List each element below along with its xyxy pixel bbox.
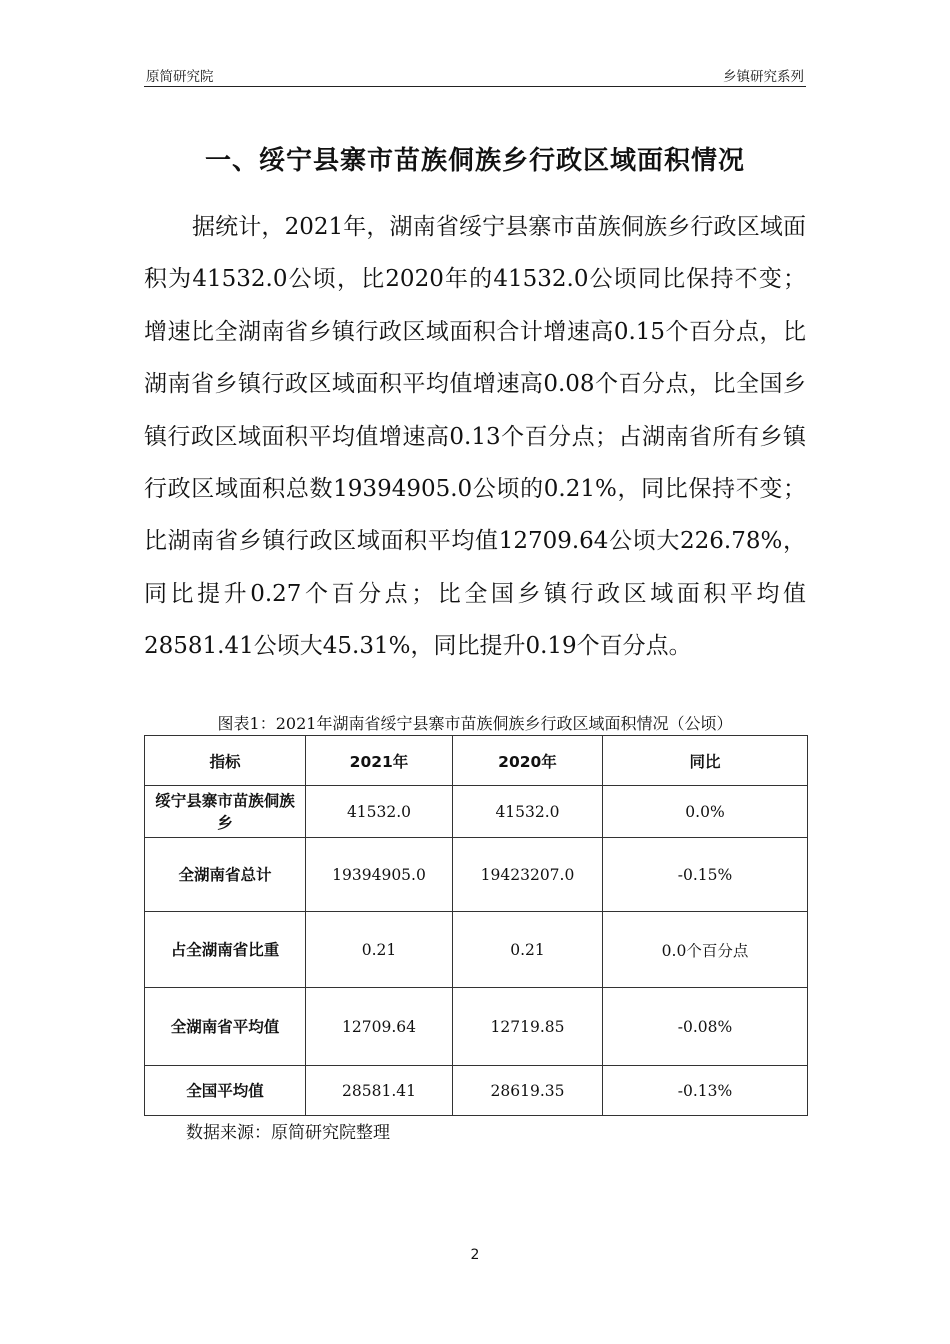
table-row (145, 786, 808, 838)
table-cell: 0.21 (453, 912, 603, 988)
header-cell: 2020年 (453, 736, 603, 786)
table-row (145, 912, 808, 988)
row-label: 全湖南省总计 (145, 838, 306, 912)
table-cell: 28619.35 (453, 1066, 603, 1116)
table-cell: 19394905.0 (306, 838, 453, 912)
data-source-note: 数据来源：原简研究院整理 (186, 1123, 390, 1143)
header-cell: 2021年 (306, 736, 453, 786)
header-cell: 同比 (603, 736, 808, 786)
header-org-name: 原简研究院 (146, 69, 214, 85)
table-cell: 12709.64 (306, 988, 453, 1066)
table-cell: -0.13% (603, 1066, 808, 1116)
table-cell: 19423207.0 (453, 838, 603, 912)
table-cell: 0.0% (603, 786, 808, 838)
table-cell: 41532.0 (453, 786, 603, 838)
page-header (144, 64, 806, 87)
table-row (145, 838, 808, 912)
table-cell: 0.21 (306, 912, 453, 988)
table-caption: 图表1：2021年湖南省绥宁县寨市苗族侗族乡行政区域面积情况（公顷） (217, 714, 733, 733)
body-paragraph: 据统计，2021年，湖南省绥宁县寨市苗族侗族乡行政区域面积为41532.0公顷，比2020年的41532.0公顷同比保持不变；增速比全湖南省乡镇行政区域面积合计增速高0.15个百分点，比湖南省乡镇行政区域面积平均值增速高0.08个百分点，比全国乡镇行政区域面积平均值增速高0.13个百分点；占湖南省所有乡镇行政区域面积总数19394905.0公顷的0.21%，同比保持不变；比湖南省乡镇行政区域面积平均值12709.64公顷大226.78%，同比提升0.27个百分点；比全国乡镇行政区域面积平均值28581.41公顷大45.31%，同比提升0.19个百分点。 (144, 214, 806, 660)
table-cell: -0.08% (603, 988, 808, 1066)
table-cell: 12719.85 (453, 988, 603, 1066)
header-cell: 指标 (145, 736, 306, 786)
table-cell: 41532.0 (306, 786, 453, 838)
table-row (145, 1066, 808, 1116)
row-label: 全国平均值 (145, 1066, 306, 1116)
row-label: 全湖南省平均值 (145, 988, 306, 1066)
row-label: 占全湖南省比重 (145, 912, 306, 988)
page-number: 2 (470, 1247, 480, 1263)
row-label: 绥宁县寨市苗族侗族乡 (145, 786, 306, 838)
table-cell: 28581.41 (306, 1066, 453, 1116)
table-cell: 0.0个百分点 (603, 912, 808, 988)
header-series-name: 乡镇研究系列 (723, 69, 804, 85)
table-header-row (145, 736, 808, 786)
table-row (145, 988, 808, 1066)
section-title: 一、绥宁县寨市苗族侗族乡行政区域面积情况 (204, 146, 745, 176)
area-table (144, 735, 808, 1116)
table-cell: -0.15% (603, 838, 808, 912)
